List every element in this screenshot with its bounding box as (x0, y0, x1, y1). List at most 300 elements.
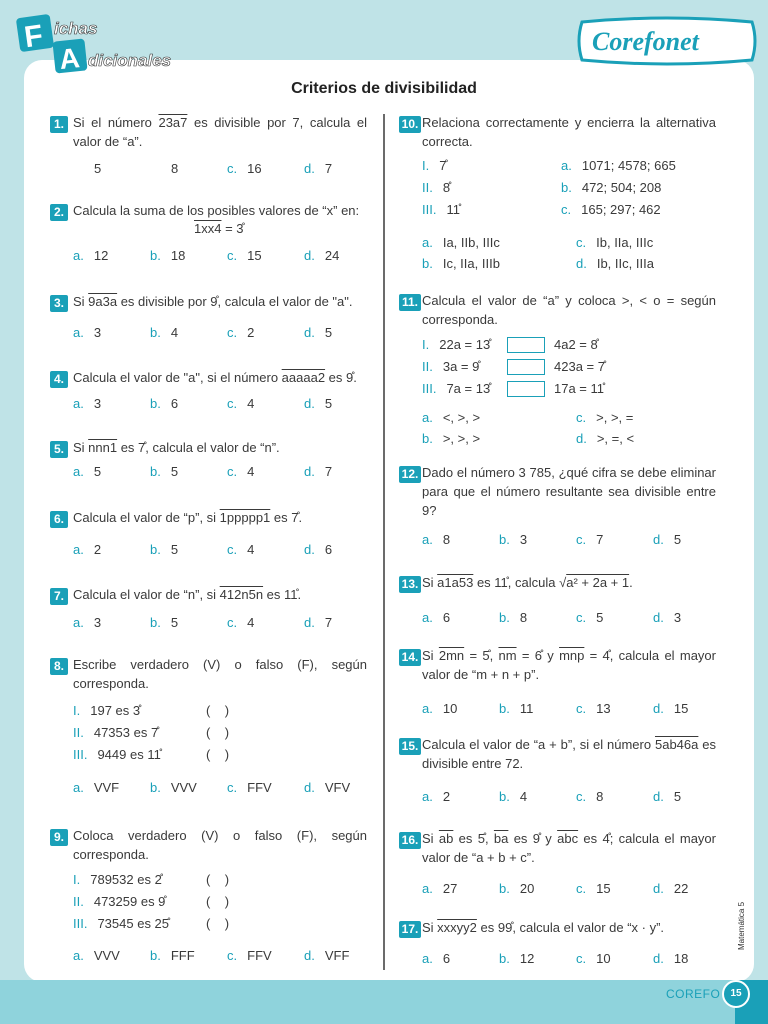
option-value: 20 (519, 881, 535, 896)
option-letter: c. (227, 325, 238, 340)
item-text: 73545 es 25̊ (97, 916, 170, 931)
option-letter: b. (499, 610, 510, 625)
question-equation: 1xx4 = 3̊ (194, 221, 244, 236)
option[interactable] (422, 234, 500, 252)
option[interactable] (73, 947, 120, 965)
option[interactable] (304, 947, 349, 965)
compare-item: 4a2 = 8̊ (554, 337, 598, 352)
item-label: a. (561, 158, 572, 173)
question-text: Si a1a53 es 11̊, calcula √a² + 2a + 1. (422, 575, 633, 590)
option-value: 3 (519, 532, 528, 547)
option-value: VVV (170, 780, 197, 795)
option-value: 3 (673, 610, 682, 625)
bottom-band (0, 980, 768, 1024)
option[interactable] (73, 247, 108, 265)
option-letter: c. (576, 532, 587, 547)
option[interactable] (304, 463, 332, 481)
option[interactable] (653, 880, 688, 898)
question-text: Relaciona correctamente y encierra la alternativa correcta. (422, 115, 716, 149)
item-text: 165; 297; 462 (581, 202, 661, 217)
option-value: Ic, IIa, IIIb (442, 256, 500, 271)
item-label: c. (561, 202, 572, 217)
option-value: 24 (324, 248, 340, 263)
compare-row (422, 358, 479, 376)
option-letter: d. (653, 701, 664, 716)
option-letter: d. (304, 396, 315, 411)
option-value: 7 (324, 615, 333, 630)
option-letter: d. (304, 948, 315, 963)
option-value: 5 (170, 615, 179, 630)
compare-item: 17a = 11̊ (554, 381, 605, 396)
option-value: 18 (170, 248, 186, 263)
option-value: 3 (93, 396, 102, 411)
option-letter: a. (73, 615, 84, 630)
option-value: 22 (673, 881, 689, 896)
option-value: 3 (93, 615, 102, 630)
question-number: 10. (399, 116, 421, 133)
option-value: 5 (94, 161, 102, 176)
option-letter: c. (227, 396, 238, 411)
option-value: 4 (247, 615, 255, 630)
option-value: 6 (324, 542, 333, 557)
option[interactable] (304, 779, 350, 797)
question-number: 5. (50, 441, 68, 458)
item-label: III. (422, 202, 437, 217)
option[interactable] (227, 947, 272, 965)
option-value: 10 (442, 701, 458, 716)
option-value: 18 (673, 951, 689, 966)
option-value: 27 (442, 881, 458, 896)
option[interactable] (227, 541, 254, 559)
question-number: 11. (399, 294, 421, 311)
compare-row (422, 336, 490, 354)
option-value: 5 (596, 610, 604, 625)
item-label: I. (73, 872, 81, 887)
compare-row (422, 380, 490, 398)
option[interactable] (422, 700, 457, 718)
item-label: II. (422, 359, 433, 374)
option-letter: d. (653, 532, 664, 547)
question-text: Si 2mn = 5̊, $\overline{nm}$ = 6̊ y $\overline{mnp}$ = 4̊, calcula el mayor valor de “m + n + p”. (422, 648, 716, 682)
answer-blank[interactable]: ( ) (206, 894, 230, 909)
option-letter: d. (576, 431, 587, 446)
option-letter: a. (422, 881, 433, 896)
option[interactable] (73, 541, 101, 559)
option-value: 15 (673, 701, 689, 716)
statement-item (73, 702, 140, 720)
option-value: FFF (170, 948, 195, 963)
option[interactable] (576, 609, 603, 627)
option-letter: d. (653, 881, 664, 896)
option-value: Ib, IIc, IIIa (596, 256, 654, 271)
answer-blank[interactable]: ( ) (206, 703, 230, 718)
option-letter: a. (422, 235, 433, 250)
option-letter: b. (150, 464, 161, 479)
item-text: 8̊ (442, 180, 451, 195)
option-letter: a. (422, 701, 433, 716)
option-value: 15 (596, 881, 611, 896)
option-value: 13 (596, 701, 611, 716)
option-letter: c. (576, 951, 587, 966)
statement-item (73, 915, 169, 933)
option-letter: c. (227, 464, 238, 479)
item-label: b. (561, 180, 572, 195)
option-value: FFV (247, 948, 272, 963)
option-value: 6 (442, 610, 451, 625)
svg-text:A: A (57, 42, 82, 76)
option-value: 5 (324, 325, 333, 340)
option-value: 2 (442, 789, 451, 804)
match-item (561, 157, 676, 175)
option[interactable] (304, 324, 332, 342)
option[interactable] (576, 788, 603, 806)
option-letter: a. (422, 532, 433, 547)
compare-item: 423a = 7̊ (554, 359, 605, 374)
option[interactable] (73, 324, 101, 342)
option-letter: b. (499, 701, 510, 716)
option-value: 10 (596, 951, 611, 966)
option[interactable] (150, 324, 178, 342)
item-text: 789532 es 2̊ (90, 872, 162, 887)
option[interactable] (499, 700, 533, 718)
option[interactable] (422, 430, 480, 448)
item-label: I. (73, 703, 81, 718)
option-value: 5 (170, 542, 179, 557)
answer-blank[interactable]: ( ) (206, 747, 230, 762)
option[interactable] (422, 409, 480, 427)
option-value: 12 (519, 951, 535, 966)
option-letter: c. (576, 881, 587, 896)
option-letter: c. (576, 610, 587, 625)
option[interactable] (73, 395, 101, 413)
option-letter: b. (499, 881, 510, 896)
option[interactable] (150, 247, 185, 265)
option[interactable] (304, 247, 339, 265)
item-label: III. (422, 381, 437, 396)
fichas-adicionales-logo (14, 10, 189, 80)
option[interactable] (422, 788, 450, 806)
option-letter: d. (653, 951, 664, 966)
option-value: Ia, IIb, IIIc (442, 235, 500, 250)
answer-blank[interactable]: ( ) (206, 872, 230, 887)
option-letter: d. (304, 542, 315, 557)
question-number: 16. (399, 832, 421, 849)
option[interactable] (653, 700, 688, 718)
svg-text:dicionales: dicionales (88, 51, 172, 70)
option-letter: b. (422, 256, 433, 271)
option-letter: c. (576, 235, 587, 250)
option[interactable] (150, 541, 178, 559)
option-value: 5 (93, 464, 102, 479)
option-letter: b. (499, 789, 510, 804)
option[interactable] (499, 788, 527, 806)
item-label: III. (73, 916, 88, 931)
item-text: 7̊ (439, 158, 447, 173)
item-label: II. (73, 894, 84, 909)
option[interactable] (653, 531, 681, 549)
option[interactable] (304, 614, 332, 632)
option-letter: b. (422, 431, 433, 446)
svg-text:F: F (22, 19, 46, 55)
option[interactable] (227, 779, 272, 797)
answer-box[interactable] (507, 359, 545, 375)
answer-blank[interactable]: ( ) (206, 916, 230, 931)
option-letter: a. (422, 951, 433, 966)
question-text: Si 9a3a es divisible por 9̊, calcula el valor de "a". (73, 294, 353, 309)
option[interactable] (576, 700, 611, 718)
answer-blank[interactable]: ( ) (206, 725, 230, 740)
option-letter: a. (422, 610, 433, 625)
question-text: Coloca verdadero (V) o falso (F), según corresponda. (73, 828, 367, 862)
option-letter: a. (422, 789, 433, 804)
option-value: Ib, IIa, IIIc (596, 235, 654, 250)
item-label: II. (422, 180, 433, 195)
option-value: 11 (519, 701, 534, 716)
question-text: Si $\overline{ab}$ es 5̊, $\overline{ba}$ es 9̊ y $\overline{abc}$ es 4̊; calcula el mayor valor de “a + b + c”. (422, 831, 716, 865)
question-number: 7. (50, 588, 68, 605)
option[interactable] (422, 255, 500, 273)
option-value: 16 (247, 161, 262, 176)
option[interactable] (150, 395, 178, 413)
option[interactable] (227, 395, 254, 413)
item-label: II. (73, 725, 84, 740)
option-value: 5 (673, 532, 682, 547)
question-text: Si xxxyy2 es 99̊, calcula el valor de “x · y”. (422, 920, 665, 935)
option[interactable] (150, 463, 178, 481)
option-letter: c. (227, 780, 238, 795)
option-value: 4 (170, 325, 179, 340)
question-text: Calcula la suma de los posibles valores de “x” en: (73, 203, 360, 218)
option-value: 4 (247, 396, 255, 411)
option-letter: d. (653, 610, 664, 625)
option[interactable] (304, 395, 332, 413)
option[interactable] (576, 880, 611, 898)
question-number: 13. (399, 576, 421, 593)
option[interactable] (304, 160, 332, 178)
column-divider (383, 114, 385, 970)
item-text: 197 es 3̊ (90, 703, 141, 718)
option[interactable] (150, 614, 178, 632)
option-value: 3 (93, 325, 102, 340)
option-value: VVF (93, 780, 120, 795)
option-value: VFV (324, 780, 351, 795)
option-letter: a. (73, 396, 84, 411)
option-value: 6 (170, 396, 179, 411)
option-letter: d. (304, 615, 315, 630)
question-number: 12. (399, 466, 421, 483)
option-letter: a. (73, 464, 84, 479)
option[interactable] (422, 609, 450, 627)
question-number: 6. (50, 511, 68, 528)
statement-item (73, 724, 158, 742)
answer-box[interactable] (507, 337, 545, 353)
option-letter: a. (73, 248, 84, 263)
option[interactable] (499, 531, 527, 549)
match-item (561, 179, 661, 197)
item-text: 472; 504; 208 (581, 180, 662, 195)
option-letter: c. (227, 615, 238, 630)
option-value: >, >, = (596, 410, 634, 425)
question-number: 9. (50, 829, 68, 846)
option-value: 15 (247, 248, 262, 263)
question-number: 4. (50, 371, 68, 388)
corefonet-logo (572, 14, 762, 68)
option-value: VFF (324, 948, 350, 963)
option[interactable] (576, 531, 603, 549)
option-value: 7 (596, 532, 604, 547)
option[interactable] (422, 950, 450, 968)
option[interactable] (422, 880, 457, 898)
option[interactable] (576, 234, 653, 252)
option-letter: b. (150, 248, 161, 263)
option-letter: c. (576, 701, 587, 716)
question-text: Si el número 23a7 es divisible por 7, calcula el valor de “a”. (73, 115, 367, 149)
option[interactable] (576, 950, 611, 968)
option-letter: c. (576, 789, 587, 804)
option[interactable] (73, 779, 119, 797)
option-value: 8 (596, 789, 604, 804)
option-letter: b. (150, 615, 161, 630)
option[interactable] (304, 541, 332, 559)
option-value: 12 (93, 248, 109, 263)
item-label: III. (73, 747, 88, 762)
question-number: 15. (399, 738, 421, 755)
question-text: Calcula el valor de “p”, si 1ppppp1 es 7̊. (73, 510, 303, 525)
option[interactable] (73, 463, 101, 481)
option-letter: c. (576, 410, 587, 425)
option-letter: c. (227, 948, 238, 963)
option-value: 8 (442, 532, 451, 547)
option[interactable] (150, 779, 197, 797)
option-letter: b. (150, 396, 161, 411)
option[interactable] (73, 614, 101, 632)
option-letter: c. (227, 161, 238, 176)
option-letter: d. (304, 248, 315, 263)
item-text: 3a = 9̊ (442, 359, 480, 374)
option-value: 5 (324, 396, 333, 411)
option-letter: d. (653, 789, 664, 804)
svg-text:ichas: ichas (54, 19, 98, 38)
option-value: 2 (93, 542, 102, 557)
option[interactable] (171, 160, 178, 178)
item-text: 7a = 13̊ (446, 381, 491, 396)
option[interactable] (499, 609, 527, 627)
question-number: 17. (399, 921, 421, 938)
option-letter: a. (422, 410, 433, 425)
option[interactable] (576, 255, 654, 273)
option[interactable] (499, 880, 534, 898)
option-letter: b. (150, 780, 161, 795)
option-value: 8 (171, 161, 179, 176)
option-letter: b. (150, 948, 161, 963)
option-letter: c. (227, 248, 238, 263)
option-letter: d. (304, 325, 315, 340)
option[interactable] (227, 160, 262, 178)
option-letter: b. (499, 951, 510, 966)
option-value: 7 (324, 161, 333, 176)
option[interactable] (227, 324, 254, 342)
option[interactable] (499, 950, 534, 968)
item-label: I. (422, 337, 430, 352)
option-letter: d. (576, 256, 587, 271)
option-value: 2 (247, 325, 255, 340)
option-letter: a. (73, 325, 84, 340)
item-text: 9449 es 11̊ (97, 747, 161, 762)
statement-item (73, 871, 162, 889)
item-label: I. (422, 158, 430, 173)
page-title: Criterios de divisibilidad (291, 80, 477, 97)
option-letter: c. (227, 542, 238, 557)
option[interactable] (150, 947, 195, 965)
option[interactable] (576, 409, 633, 427)
option[interactable] (227, 247, 262, 265)
item-text: 473259 es 9̊ (93, 894, 166, 909)
question-number: 8. (50, 658, 68, 675)
option-value: FFV (247, 780, 272, 795)
option-letter: a. (73, 780, 84, 795)
option[interactable] (653, 950, 688, 968)
svg-text:Corefonet: Corefonet (592, 27, 699, 56)
option-value: <, >, > (442, 410, 481, 425)
question-number: 3. (50, 295, 68, 312)
option-value: 5 (170, 464, 179, 479)
option-letter: b. (499, 532, 510, 547)
question-text: Calcula el valor de “a + b”, si el número 5ab46a es divisible entre 72. (422, 737, 717, 771)
option-letter: b. (150, 325, 161, 340)
option-letter: b. (150, 542, 161, 557)
statement-item (73, 746, 161, 764)
option-letter: d. (304, 780, 315, 795)
question-text: Calcula el valor de “n”, si 412n5n es 11̊. (73, 587, 302, 602)
match-item (422, 157, 446, 175)
option-letter: a. (73, 948, 84, 963)
question-number: 2. (50, 204, 68, 221)
option[interactable] (576, 430, 634, 448)
option[interactable] (653, 609, 681, 627)
question-text: Calcula el valor de "a", si el número aaaaa2 es 9̊. (73, 370, 357, 385)
option-value: 6 (442, 951, 451, 966)
option[interactable] (94, 160, 101, 178)
option-value: 4 (247, 464, 255, 479)
page-number: 15 (722, 980, 750, 1008)
statement-item (73, 893, 165, 911)
question-text: Si nnn1 es 7̊, calcula el valor de “n”. (73, 440, 280, 455)
option-value: 4 (519, 789, 528, 804)
match-item (422, 201, 460, 219)
question-text: Calcula el valor de “a” y coloca >, < o = según corresponda. (422, 293, 716, 327)
option-value: >, >, > (442, 431, 481, 446)
question-number: 1. (50, 116, 68, 133)
option[interactable] (227, 463, 254, 481)
item-text: 22a = 13̊ (439, 337, 491, 352)
option-value: 8 (519, 610, 528, 625)
option-value: >, =, < (596, 431, 635, 446)
option-value: 4 (247, 542, 255, 557)
match-item (422, 179, 450, 197)
item-text: 11̊ (446, 202, 460, 217)
option-letter: a. (73, 542, 84, 557)
option[interactable] (227, 614, 254, 632)
item-text: 47353 es 7̊ (93, 725, 159, 740)
option-value: VVV (93, 948, 120, 963)
option[interactable] (653, 788, 681, 806)
option-value: 7 (324, 464, 333, 479)
option[interactable] (422, 531, 450, 549)
answer-box[interactable] (507, 381, 545, 397)
item-text: 1071; 4578; 665 (581, 158, 676, 173)
footer-brand: COREFO (666, 987, 721, 1001)
question-number: 14. (399, 649, 421, 666)
